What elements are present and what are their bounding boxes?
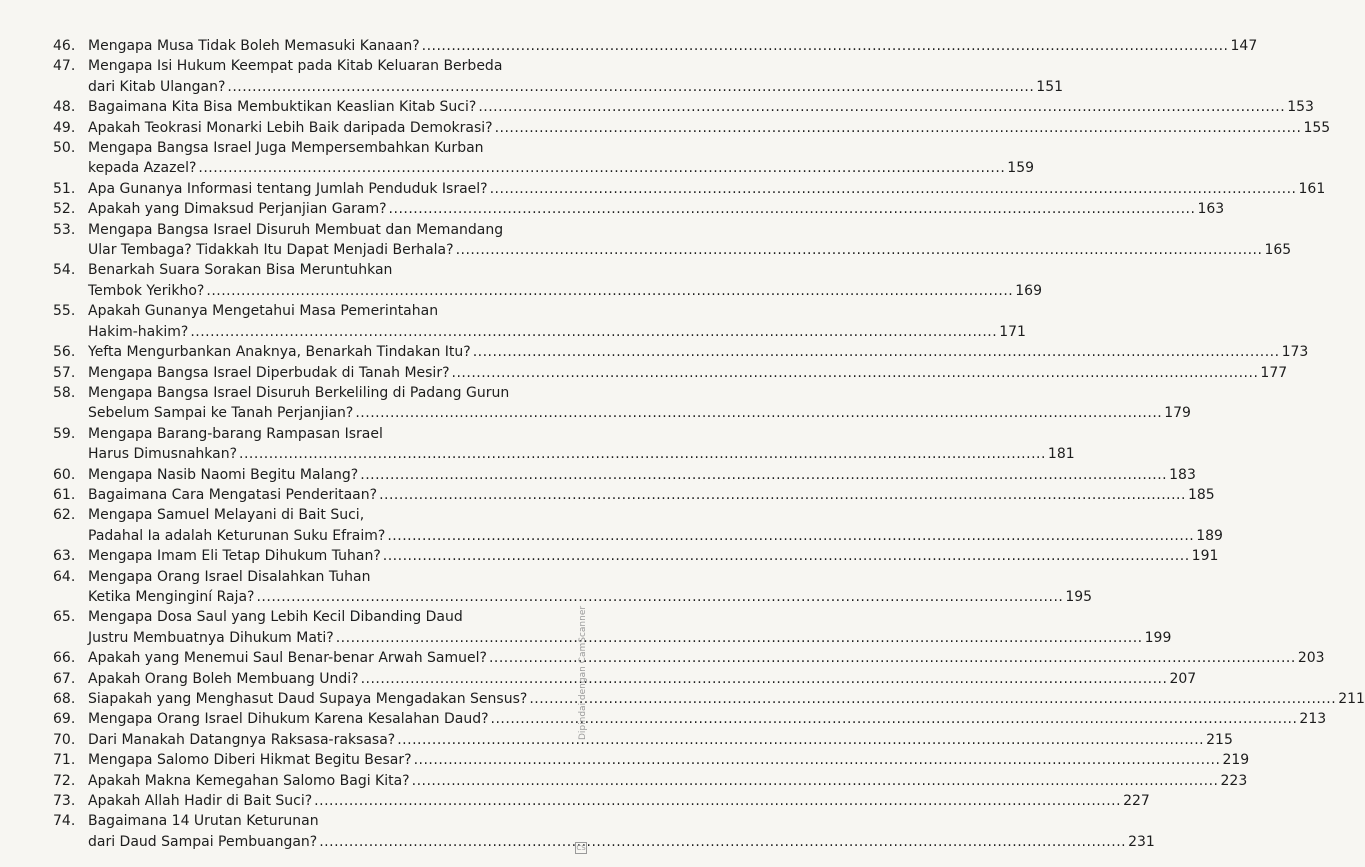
title-text: Mengapa Samuel Melayani di Bait Suci, (88, 507, 365, 524)
title-text: Mengapa Bangsa Israel Juga Mempersembahkan Kurban (88, 140, 484, 157)
page-number: 207 (1169, 670, 1197, 687)
title-line (88, 465, 1196, 485)
entry-number: 53. (53, 221, 76, 238)
toc-entry (53, 36, 1258, 56)
entry-title (88, 607, 1171, 648)
dot-leader (452, 363, 1259, 383)
title-text: Mengapa Orang Israel Dihukum Karena Kesalahan Daud? (88, 711, 489, 728)
entry-number: 60. (53, 466, 76, 483)
title-line (88, 179, 1325, 199)
dot-leader (239, 444, 1046, 464)
page-number: 215 (1206, 731, 1233, 748)
entry-number: 49. (53, 119, 76, 136)
toc-entry (53, 424, 1075, 465)
entry-title (88, 179, 1325, 199)
entry-number: 69. (53, 711, 76, 728)
dot-leader (456, 240, 1263, 260)
title-line (88, 281, 1042, 301)
entry-title (88, 811, 1155, 852)
title-line (88, 301, 1026, 321)
toc-entry (53, 465, 1196, 485)
entry-title (88, 689, 1365, 709)
title-line (88, 403, 1191, 423)
dot-leader (256, 587, 1063, 607)
toc-entry (53, 260, 1042, 301)
dot-leader (227, 77, 1034, 97)
page-number: 189 (1196, 527, 1223, 544)
title-text: Apakah Makna Kemegahan Salomo Bagi Kita? (88, 772, 410, 789)
toc-entry (53, 363, 1288, 383)
page-number: 213 (1299, 711, 1327, 728)
dot-leader (190, 322, 997, 342)
toc-entry (53, 607, 1172, 648)
entry-number: 52. (53, 201, 76, 218)
entry-title (88, 791, 1150, 811)
title-text: Mengapa Salomo Diberi Hikmat Begitu Besar? (88, 752, 412, 769)
dot-leader (355, 403, 1162, 423)
title-line (88, 97, 1314, 117)
entry-title (88, 260, 1042, 301)
title-line (88, 383, 1191, 403)
dot-leader (412, 771, 1219, 791)
title-line (88, 607, 1171, 627)
page-number: 231 (1128, 833, 1155, 850)
title-text: Apa Gunanya Informasi tentang Jumlah Penduduk Israel? (88, 180, 488, 197)
toc-entry (53, 220, 1292, 261)
entry-number: 68. (53, 691, 76, 707)
title-text: Justru Membuatnya Dihukum Mati? (88, 629, 334, 646)
entry-number: 58. (53, 384, 76, 401)
title-line (88, 709, 1326, 729)
page-number: 155 (1303, 119, 1331, 136)
entry-number: 51. (53, 180, 76, 197)
page-number: 185 (1187, 486, 1215, 503)
title-line (88, 240, 1291, 260)
dot-leader (495, 118, 1302, 138)
entry-title (88, 709, 1326, 729)
dot-leader (206, 281, 1013, 301)
entry-title (88, 363, 1287, 383)
entry-title (88, 505, 1223, 546)
title-text: Mengapa Bangsa Israel Disuruh Berkeliling di Padang Gurun (88, 384, 510, 401)
entry-number: 54. (53, 262, 76, 279)
entry-number: 72. (53, 772, 76, 789)
title-line (88, 505, 1223, 525)
page-number: 153 (1287, 99, 1314, 116)
entry-title (88, 567, 1092, 608)
entry-number: 66. (53, 650, 76, 667)
entry-title (88, 546, 1218, 566)
toc-entry (53, 546, 1219, 566)
title-text: Mengapa Bangsa Israel Diperbudak di Tanah Mesir? (88, 364, 450, 381)
page-number: 199 (1144, 629, 1172, 646)
page-number: 161 (1298, 180, 1326, 197)
title-text: Mengapa Imam Eli Tetap Dihukum Tuhan? (88, 548, 381, 565)
title-line (88, 750, 1249, 770)
title-line (88, 526, 1223, 546)
entry-title (88, 485, 1215, 505)
dot-leader (314, 791, 1121, 811)
page-number: 183 (1169, 466, 1196, 483)
entry-number: 70. (53, 731, 76, 748)
title-line (88, 36, 1257, 56)
page-number: 203 (1297, 650, 1325, 667)
title-text: Mengapa Dosa Saul yang Lebih Kecil Dibanding Daud (88, 609, 463, 626)
title-line (88, 260, 1042, 280)
page-number: 165 (1264, 242, 1292, 259)
toc-entry (53, 669, 1197, 689)
page-number: 219 (1222, 752, 1250, 769)
page-number: 169 (1015, 282, 1042, 299)
toc-entry (53, 97, 1314, 117)
entry-number: 59. (53, 425, 76, 442)
title-text: Padahal Ia adalah Keturunan Suku Efraim? (88, 527, 386, 544)
camscanner-logo-icon: CS (576, 844, 586, 852)
entry-title (88, 118, 1330, 138)
page-number: 227 (1123, 793, 1150, 810)
title-line (88, 567, 1092, 587)
toc-entry (53, 56, 1064, 97)
toc-entry (53, 709, 1327, 729)
toc-entry (53, 179, 1326, 199)
entry-title (88, 220, 1291, 261)
title-line (88, 220, 1291, 240)
title-text: dari Kitab Ulangan? (88, 78, 226, 95)
dot-leader (473, 342, 1280, 362)
title-line (88, 138, 1034, 158)
entry-title (88, 669, 1196, 689)
toc-entry (53, 791, 1150, 811)
toc-entry (53, 567, 1093, 608)
dot-leader (397, 730, 1204, 750)
entry-title (88, 301, 1026, 342)
title-line (88, 322, 1026, 342)
entry-number: 64. (53, 568, 76, 585)
dot-leader (422, 36, 1229, 56)
dot-leader (361, 669, 1168, 689)
page-number: 179 (1164, 405, 1191, 422)
title-line (88, 811, 1155, 831)
entry-title (88, 56, 1063, 97)
title-line (88, 628, 1171, 648)
title-text: Dari Manakah Datangnya Raksasa-raksasa? (88, 731, 396, 748)
entry-number: 73. (53, 793, 76, 810)
title-line (88, 363, 1287, 383)
entry-number: 65. (53, 609, 76, 626)
toc-entry (53, 730, 1233, 750)
page-number: 211 (1338, 691, 1365, 707)
title-line (88, 648, 1325, 668)
page-number: 163 (1197, 201, 1225, 218)
title-line (88, 669, 1196, 689)
title-text: Benarkah Suara Sorakan Bisa Meruntuhkan (88, 262, 393, 279)
entry-number: 74. (53, 813, 76, 830)
title-line (88, 199, 1224, 219)
entry-title (88, 383, 1191, 424)
entry-number: 62. (53, 507, 76, 524)
dot-leader (491, 709, 1298, 729)
toc-entry (53, 750, 1250, 770)
toc-entry (53, 118, 1331, 138)
entry-title (88, 138, 1034, 179)
entry-number: 48. (53, 99, 76, 116)
toc-entry (53, 689, 1365, 709)
toc-entry (53, 199, 1225, 219)
page-number: 151 (1036, 78, 1064, 95)
title-line (88, 424, 1075, 444)
title-text: Apakah Gunanya Mengetahui Masa Pemerintahan (88, 303, 439, 320)
page-number: 159 (1007, 160, 1035, 177)
title-line (88, 730, 1233, 750)
entry-number: 55. (53, 303, 76, 320)
title-line (88, 771, 1247, 791)
entry-title (88, 465, 1196, 485)
entry-title (88, 342, 1308, 362)
title-line (88, 118, 1330, 138)
title-line (88, 587, 1092, 607)
dot-leader (360, 465, 1167, 485)
title-line (88, 158, 1034, 178)
title-text: Bagaimana 14 Urutan Keturunan (88, 813, 319, 830)
dot-leader (489, 648, 1296, 668)
dot-leader (490, 179, 1297, 199)
title-text: Mengapa Nasib Naomi Begitu Malang? (88, 466, 359, 483)
title-line (88, 444, 1075, 464)
scanner-watermark: Dipindai dengan CamScanner (578, 605, 588, 740)
page-number: 223 (1220, 772, 1248, 789)
page-number: 147 (1230, 38, 1258, 54)
entry-title (88, 36, 1257, 56)
title-text: dari Daud Sampai Pembuangan? (88, 833, 318, 850)
title-text: Mengapa Barang-barang Rampasan Israel (88, 425, 383, 442)
page-number: 173 (1281, 344, 1309, 361)
dot-leader (478, 97, 1285, 117)
dot-leader (383, 546, 1190, 566)
title-text: Apakah yang Menemui Saul Benar-benar Arwah Samuel? (88, 650, 487, 667)
entry-title (88, 750, 1249, 770)
entry-title (88, 424, 1075, 465)
title-text: Ular Tembaga? Tidakkah Itu Dapat Menjadi Berhala? (88, 242, 454, 259)
title-text: Tembok Yerikho? (88, 282, 205, 299)
title-line (88, 791, 1150, 811)
entry-title (88, 199, 1224, 219)
entry-number: 50. (53, 140, 76, 157)
entry-title (88, 648, 1325, 668)
page-number: 195 (1065, 588, 1093, 605)
entry-number: 56. (53, 344, 76, 361)
toc-entry (53, 342, 1309, 362)
title-text: Mengapa Orang Israel Disalahkan Tuhan (88, 568, 371, 585)
toc-entry (53, 648, 1325, 668)
entry-title (88, 771, 1247, 791)
page-number: 191 (1191, 548, 1219, 565)
toc-entry (53, 301, 1026, 342)
toc-entry (53, 505, 1223, 546)
dot-leader (198, 158, 1005, 178)
page-number: 181 (1047, 446, 1075, 463)
toc-entry (53, 138, 1035, 179)
entry-title (88, 730, 1233, 750)
entry-number: 57. (53, 364, 76, 381)
dot-leader (379, 485, 1186, 505)
title-text: Bagaimana Kita Bisa Membuktikan Keaslian Kitab Suci? (88, 99, 477, 116)
title-line (88, 56, 1063, 76)
entry-number: 47. (53, 58, 76, 75)
dot-leader (529, 689, 1336, 709)
page-number: 171 (999, 323, 1026, 340)
title-text: Harus Dimusnahkan? (88, 446, 238, 463)
title-text: Hakim-hakim? (88, 323, 189, 340)
dot-leader (336, 628, 1143, 648)
title-text: Mengapa Bangsa Israel Disuruh Membuat dan Memandang (88, 221, 504, 238)
title-text: Apakah Teokrasi Monarki Lebih Baik daripada Demokrasi? (88, 119, 493, 136)
page-number: 177 (1260, 364, 1288, 381)
title-text: Bagaimana Cara Mengatasi Penderitaan? (88, 486, 378, 503)
title-line (88, 832, 1155, 852)
entry-number: 61. (53, 486, 76, 503)
toc-entry (53, 485, 1215, 505)
title-text: Mengapa Isi Hukum Keempat pada Kitab Keluaran Berbeda (88, 58, 503, 75)
title-text: Apakah Allah Hadir di Bait Suci? (88, 793, 313, 810)
title-text: Ketika Menginginí Raja? (88, 588, 255, 605)
entry-number: 46. (53, 38, 76, 54)
entry-title (88, 97, 1314, 117)
title-text: Siapakah yang Menghasut Daud Supaya Mengadakan Sensus? (88, 691, 528, 707)
title-text: Apakah yang Dimaksud Perjanjian Garam? (88, 201, 387, 218)
dot-leader (387, 526, 1194, 546)
toc-entry (53, 383, 1191, 424)
title-line (88, 546, 1218, 566)
title-line (88, 342, 1308, 362)
dot-leader (414, 750, 1221, 770)
title-text: kepada Azazel? (88, 160, 197, 177)
title-line (88, 485, 1215, 505)
entry-number: 63. (53, 548, 76, 565)
entry-number: 67. (53, 670, 76, 687)
title-text: Apakah Orang Boleh Membuang Undi? (88, 670, 359, 687)
entry-number: 71. (53, 752, 76, 769)
dot-leader (319, 832, 1126, 852)
title-text: Mengapa Musa Tidak Boleh Memasuki Kanaan? (88, 38, 420, 54)
title-text: Yefta Mengurbankan Anaknya, Benarkah Tindakan Itu? (88, 344, 471, 361)
title-text: Sebelum Sampai ke Tanah Perjanjian? (88, 405, 354, 422)
toc-entry (53, 771, 1248, 791)
dot-leader (389, 199, 1196, 219)
title-line (88, 689, 1365, 709)
title-line (88, 77, 1063, 97)
